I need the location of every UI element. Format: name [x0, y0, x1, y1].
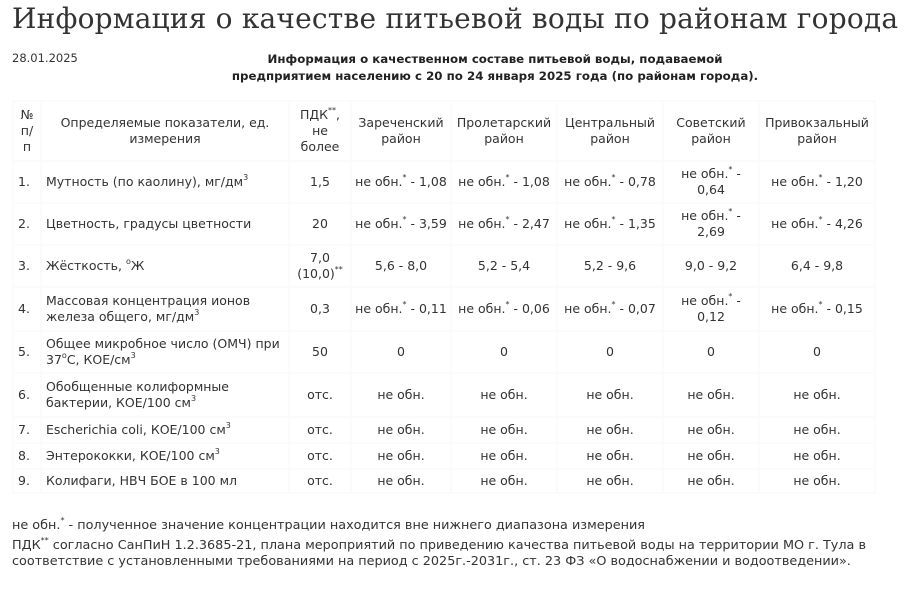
indicator-name: Escherichia coli, КОЕ/100 $см^3$ — [42, 418, 288, 442]
pdk-value: отс. — [290, 444, 350, 468]
value-cell: не обн.* - 0,64 — [664, 162, 758, 202]
table-row — [14, 444, 874, 468]
row-number: 5. — [14, 332, 40, 372]
indicator-name: Энтерококки, КОЕ/100 $см^3$ — [42, 444, 288, 468]
value-cell: не обн. — [760, 444, 874, 468]
value-cell: не обн.* - 1,20 — [760, 162, 874, 202]
value-cell: не обн. — [664, 418, 758, 442]
value-cell: не обн. — [452, 470, 556, 492]
value-cell: не обн. — [352, 418, 450, 442]
value-cell: не обн. — [664, 470, 758, 492]
indicator-name: Обобщенные колиформные бактерии, КОЕ/100 $см^3$ — [42, 374, 288, 416]
indicator-name: Массовая концентрация ионов железа общего, $мг/дм^3$ — [42, 288, 288, 330]
row-number: 7. — [14, 418, 40, 442]
value-cell: 5,2 - 5,4 — [452, 246, 556, 286]
value-cell: не обн. — [760, 374, 874, 416]
header-district-proletarsky: Пролетарский район — [452, 102, 556, 160]
footnotes — [12, 518, 892, 570]
value-cell: не обн. — [352, 470, 450, 492]
row-number: 8. — [14, 444, 40, 468]
header-district-zarechensky: Зареченский район — [352, 102, 450, 160]
header-district-centralny: Центральный район — [558, 102, 662, 160]
value-cell: не обн. — [452, 418, 556, 442]
pdk-value: 50 — [290, 332, 350, 372]
pdk-value: 0,3 — [290, 288, 350, 330]
value-cell: не обн.* - 1,08 — [352, 162, 450, 202]
header-row — [14, 102, 874, 160]
value-cell: 5,2 - 9,6 — [558, 246, 662, 286]
row-number: 6. — [14, 374, 40, 416]
value-cell: 0 — [558, 332, 662, 372]
value-cell: 6,4 - 9,8 — [760, 246, 874, 286]
header-district-sovetsky: Советский район — [664, 102, 758, 160]
indicator-name: Цветность, градусы цветности — [42, 204, 288, 244]
header-indicator: Определяемые показатели, ед. измерения — [42, 102, 288, 160]
pdk-value: отс. — [290, 374, 350, 416]
page-title: Информация о качестве питьевой воды по районам города — [12, 2, 899, 35]
footnote-pdk: ПДК** согласно СанПиН 1.2.3685-21, плана мероприятий по приведению качества питьевой воды на территории МО г. Тула в соответствие с установленными требованиями на период с 2025г.-2031г., ст. 23 ФЗ «О водоснабжении и водоотведении». — [12, 536, 867, 569]
table-row — [14, 246, 874, 286]
value-cell: 0 — [452, 332, 556, 372]
indicator-name: Колифаги, НВЧ БОЕ в 100 мл — [42, 470, 288, 492]
value-cell: не обн.* - 0,78 — [558, 162, 662, 202]
row-number: 9. — [14, 470, 40, 492]
value-cell: не обн.* - 1,08 — [452, 162, 556, 202]
value-cell: 0 — [760, 332, 874, 372]
pdk-value: отс. — [290, 418, 350, 442]
value-cell: не обн. — [558, 418, 662, 442]
caption-line-1: Информация о качественном составе питьевой воды, подаваемой — [267, 52, 723, 66]
row-number: 3. — [14, 246, 40, 286]
table-row — [14, 418, 874, 442]
value-cell: не обн. — [558, 444, 662, 468]
value-cell: не обн. — [352, 444, 450, 468]
row-number: 1. — [14, 162, 40, 202]
value-cell: не обн. — [664, 374, 758, 416]
value-cell: не обн.* - 0,15 — [760, 288, 874, 330]
header-district-privokzalny: Привокзальный район — [760, 102, 874, 160]
value-cell: не обн. — [558, 374, 662, 416]
table-row — [14, 332, 874, 372]
publish-date: 28.01.2025 — [12, 51, 78, 65]
value-cell: 0 — [352, 332, 450, 372]
indicator-name: Жёсткость, $^о$Ж — [42, 246, 288, 286]
value-cell: не обн.* - 0,11 — [352, 288, 450, 330]
value-cell: не обн.* - 3,59 — [352, 204, 450, 244]
water-quality-table — [12, 100, 876, 494]
value-cell: не обн. — [760, 470, 874, 492]
value-cell: 5,6 - 8,0 — [352, 246, 450, 286]
value-cell: не обн.* - 0,12 — [664, 288, 758, 330]
table-row — [14, 204, 874, 244]
value-cell: не обн.* - 0,07 — [558, 288, 662, 330]
indicator-name: Общее микробное число (ОМЧ) при $37^оС$, КОЕ/$см^3$ — [42, 332, 288, 372]
row-number: 2. — [14, 204, 40, 244]
table-row — [14, 288, 874, 330]
pdk-value: отс. — [290, 470, 350, 492]
header-pdk: ПДК**, не более — [290, 102, 350, 160]
pdk-value: 1,5 — [290, 162, 350, 202]
pdk-value: 20 — [290, 204, 350, 244]
table-caption — [200, 51, 790, 85]
header-num: № п/п — [14, 102, 40, 160]
value-cell: не обн. — [452, 444, 556, 468]
value-cell: 0 — [664, 332, 758, 372]
value-cell: 9,0 - 9,2 — [664, 246, 758, 286]
table-row — [14, 374, 874, 416]
row-number: 4. — [14, 288, 40, 330]
caption-line-2: предприятием населению с 20 по 24 января 2025 года (по районам города). — [231, 69, 759, 83]
footnote-not-detected: не обн.* - полученное значение концентрации находится вне нижнего диапазона измерения — [12, 516, 645, 533]
value-cell: не обн. — [352, 374, 450, 416]
value-cell: не обн. — [558, 470, 662, 492]
value-cell: не обн. — [452, 374, 556, 416]
value-cell: не обн.* - 1,35 — [558, 204, 662, 244]
value-cell: не обн.* - 2,47 — [452, 204, 556, 244]
pdk-value: 7,0 (10,0)** — [290, 246, 350, 286]
value-cell: не обн.* - 4,26 — [760, 204, 874, 244]
value-cell: не обн.* - 2,69 — [664, 204, 758, 244]
value-cell: не обн.* - 0,06 — [452, 288, 556, 330]
value-cell: не обн. — [664, 444, 758, 468]
table-row — [14, 162, 874, 202]
value-cell: не обн. — [760, 418, 874, 442]
indicator-name: Мутность (по каолину), $мг/дм^3$ — [42, 162, 288, 202]
table-row — [14, 470, 874, 492]
